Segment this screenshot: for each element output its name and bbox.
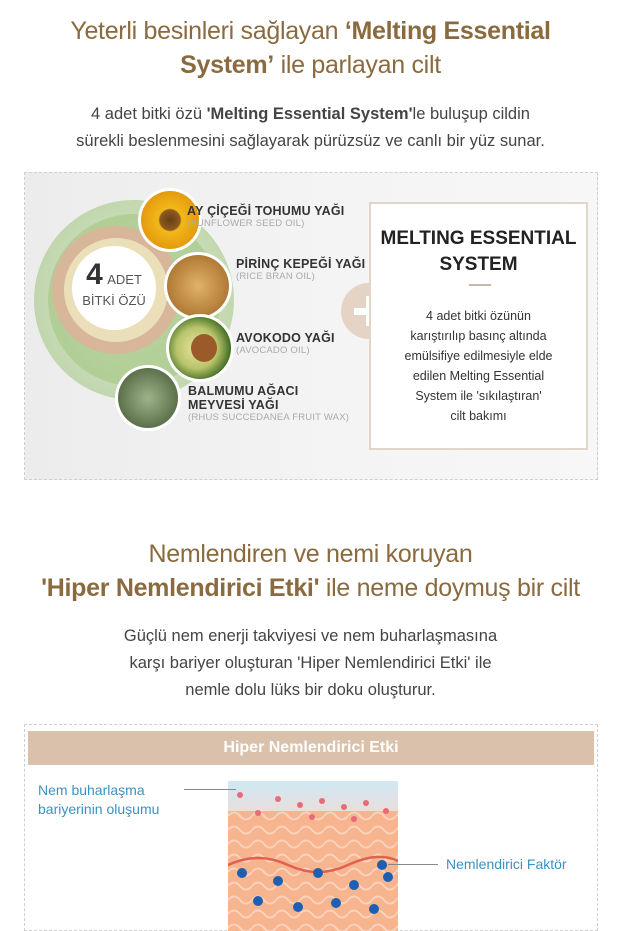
badge-sub: BİTKİ ÖZÜ (82, 293, 146, 308)
mes-line: emülsifiye edilmesiyle elde (404, 349, 553, 363)
mes-description (371, 306, 586, 426)
plant-title: BALMUMU AĞACI (188, 384, 299, 398)
mes-title (371, 226, 586, 278)
plant-item-avocado (236, 331, 335, 356)
badge-number: 4 (86, 258, 103, 291)
plant-item-rhus (188, 384, 349, 423)
mes-title-line1: MELTING ESSENTIAL (380, 228, 577, 249)
mes-line: karıştırılıp basınç altında (410, 329, 547, 343)
mes-line: cilt bakımı (450, 409, 507, 423)
barrier-leader-line (184, 789, 236, 790)
section2-desc-line: karşı bariyer oluşturan 'Hiper Nemlendirici Etki' ile (129, 654, 492, 672)
mes-line: edilen Melting Essential (412, 369, 545, 383)
badge-word: ADET (107, 272, 142, 287)
melting-essential-system-box (369, 202, 588, 450)
section1-title-line2: ile parlayan cilt (273, 51, 441, 79)
section1-description (0, 101, 621, 155)
section2-desc-line: nemle dolu lüks bir doku oluşturur. (185, 681, 436, 699)
barrier-label-line1: Nem buharlaşma (38, 782, 145, 798)
plant-subtitle: (SUNFLOWER SEED OIL) (187, 218, 305, 229)
section2-title-line1: Nemlendiren ve nemi koruyan (148, 540, 473, 568)
desc-line2: sürekli beslenmesini sağlayarak pürüzsüz ve canlı bir yüz sunar. (76, 132, 545, 150)
section1-title-bold2: System’ (180, 51, 274, 79)
section2-desc-line: Güçlü nem enerji takviyesi ve nem buharlaşmasına (123, 627, 498, 645)
section2-description (0, 623, 621, 704)
barrier-label-line2: bariyerinin oluşumu (38, 801, 160, 817)
plant-count-badge (74, 258, 154, 310)
section2-title-line2: ile neme doymuş bir cilt (319, 574, 580, 602)
rice-bran-photo (167, 255, 229, 317)
factor-label: Nemlendirici Faktör (446, 856, 567, 872)
plant-subtitle: (RICE BRAN OIL) (236, 271, 316, 282)
skin-cross-section (228, 781, 398, 931)
section2-title-bold: 'Hiper Nemlendirici Etki' (41, 574, 320, 602)
factor-leader-line (388, 864, 438, 865)
mes-line: 4 adet bitki özünün (426, 309, 531, 323)
plant-subtitle: (AVOCADO OIL) (236, 345, 310, 356)
desc-post: le buluşup cildin (412, 105, 530, 123)
mes-line: System ile 'sıkılaştıran' (415, 389, 542, 403)
desc-pre: 4 adet bitki özü (91, 105, 207, 123)
diagram-banner: Hiper Nemlendirici Etki (28, 731, 594, 765)
plant-title: PİRİNÇ KEPEĞİ YAĞI (236, 257, 366, 271)
plant-item-rice-bran (236, 257, 365, 282)
desc-bold: 'Melting Essential System' (206, 105, 413, 123)
section1-title-bold1: ‘Melting Essential (344, 17, 551, 45)
mes-title-line2: SYSTEM (439, 254, 518, 275)
plant-title: AY ÇİÇEĞİ TOHUMU YAĞI (187, 204, 345, 218)
section2-title (0, 537, 621, 605)
plant-title: AVOKODO YAĞI (236, 331, 335, 345)
section1-title (0, 14, 621, 82)
plant-item-sunflower (187, 204, 344, 229)
rhus-tree-photo (118, 368, 178, 428)
divider (469, 284, 491, 286)
section1-title-line1: Yeterli besinleri sağlayan (70, 17, 345, 45)
plant-title: MEYVESİ YAĞI (188, 398, 279, 412)
plant-subtitle: (RHUS SUCCEDANEA FRUIT WAX) (188, 412, 350, 423)
barrier-label (38, 781, 159, 819)
